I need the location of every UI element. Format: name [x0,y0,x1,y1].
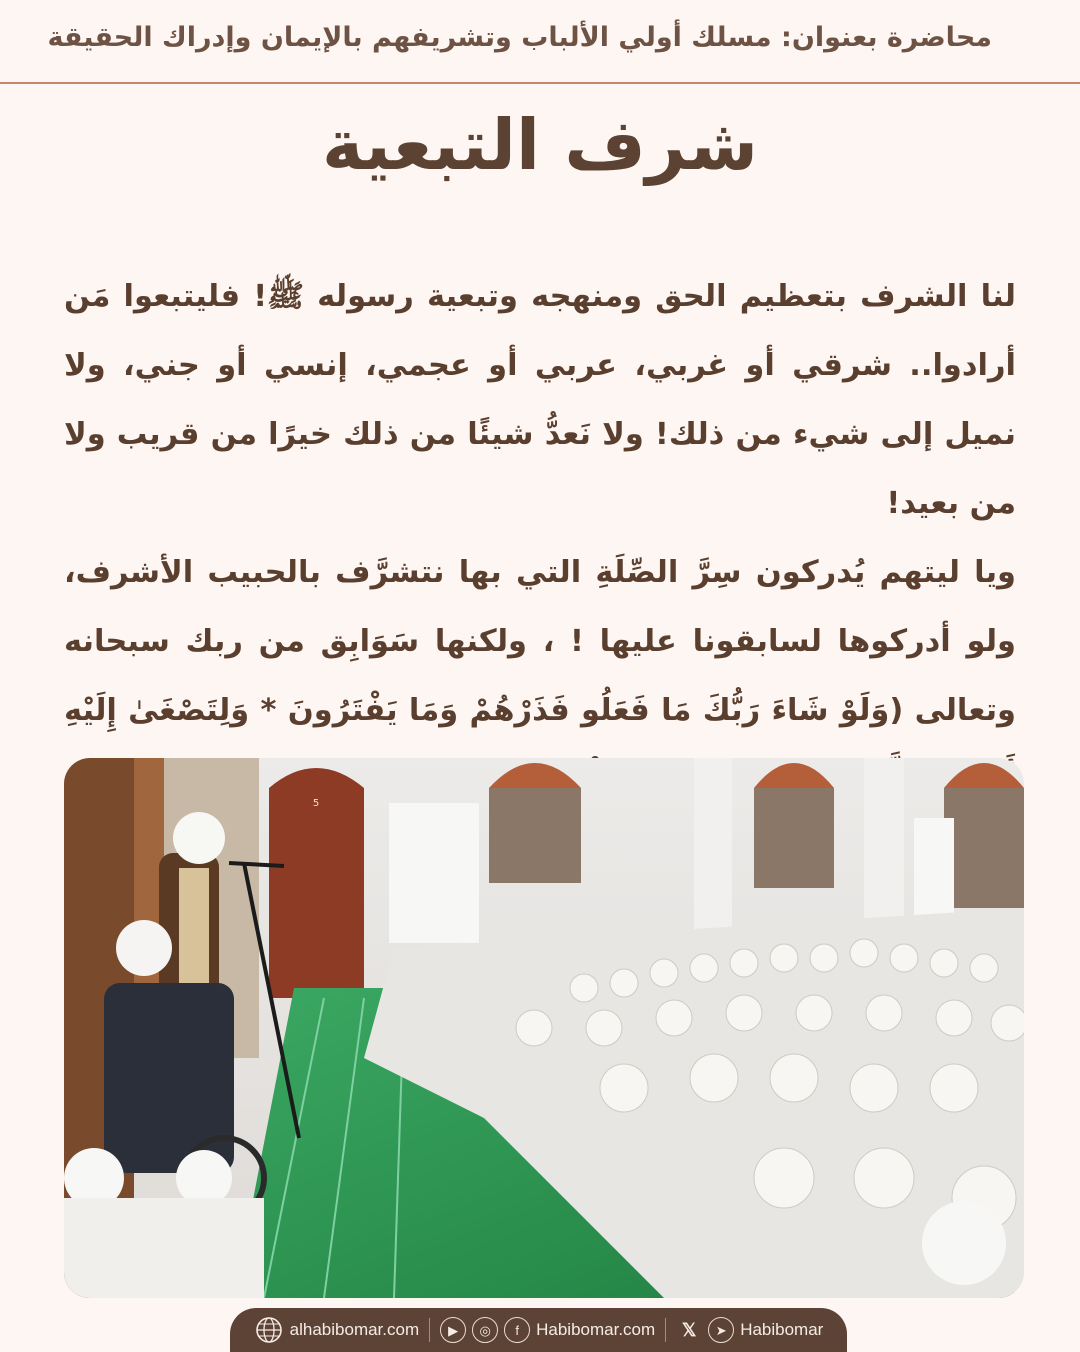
social-handle-2[interactable]: Habibomar [740,1320,824,1339]
social-group-1 [440,1317,655,1343]
paragraph-2: ويا ليتهم يُدركون سِرَّ الصِّلَةِ التي بها نتشرَّف بالحبيب الأشرف، ولو أدركوها لسابقونا عليها ! ، ولكنها سَوَابِق من ربك سبحانه وتعالى (وَلَوْ شَاءَ رَبُّكَ مَا فَعَلُو فَذَرْهُمْ وَمَا يَفْتَرُونَ * وَلِتَصْغَىٰ إِلَيْهِ [64,555,1016,728]
lecture-photo [64,758,1024,1298]
website-group[interactable] [254,1315,419,1345]
footer-divider [665,1318,666,1342]
header [0,0,1080,84]
footer-bar [230,1308,847,1352]
social-group-2 [676,1317,823,1343]
footer-divider [429,1318,430,1342]
instagram-icon[interactable]: ◎ [472,1317,498,1343]
website-link[interactable]: alhabibomar.com [289,1320,420,1339]
door [269,788,364,998]
page-title: شرف التبعية [321,104,759,186]
header-divider [0,82,1080,84]
door-number: 5 [312,798,320,809]
x-icon[interactable]: 𝕏 [681,1320,697,1340]
youtube-icon[interactable]: ▶ [440,1317,466,1343]
globe-icon [254,1315,284,1345]
telegram-icon[interactable]: ➤ [708,1317,734,1343]
facebook-icon[interactable]: f [504,1317,530,1343]
lecture-title: محاضرة بعنوان: مسلك أولي الألباب وتشريفهم بالإيمان وإدراك الحقيقة [47,22,992,53]
paragraph-1: لنا الشرف بتعظيم الحق ومنهجه وتبعية رسوله ﷺ! فليتبعوا مَن أرادوا.. شرقي أو غربي، عربي أو عجمي، إنسي أو جني، ولا نميل إلى شيء من ذلك! ولا نَعدُّ شيئًا من ذلك خيرًا من قريب ولا من بعيد! [64,279,1016,521]
social-handle-1[interactable]: Habibomar.com [536,1320,656,1339]
